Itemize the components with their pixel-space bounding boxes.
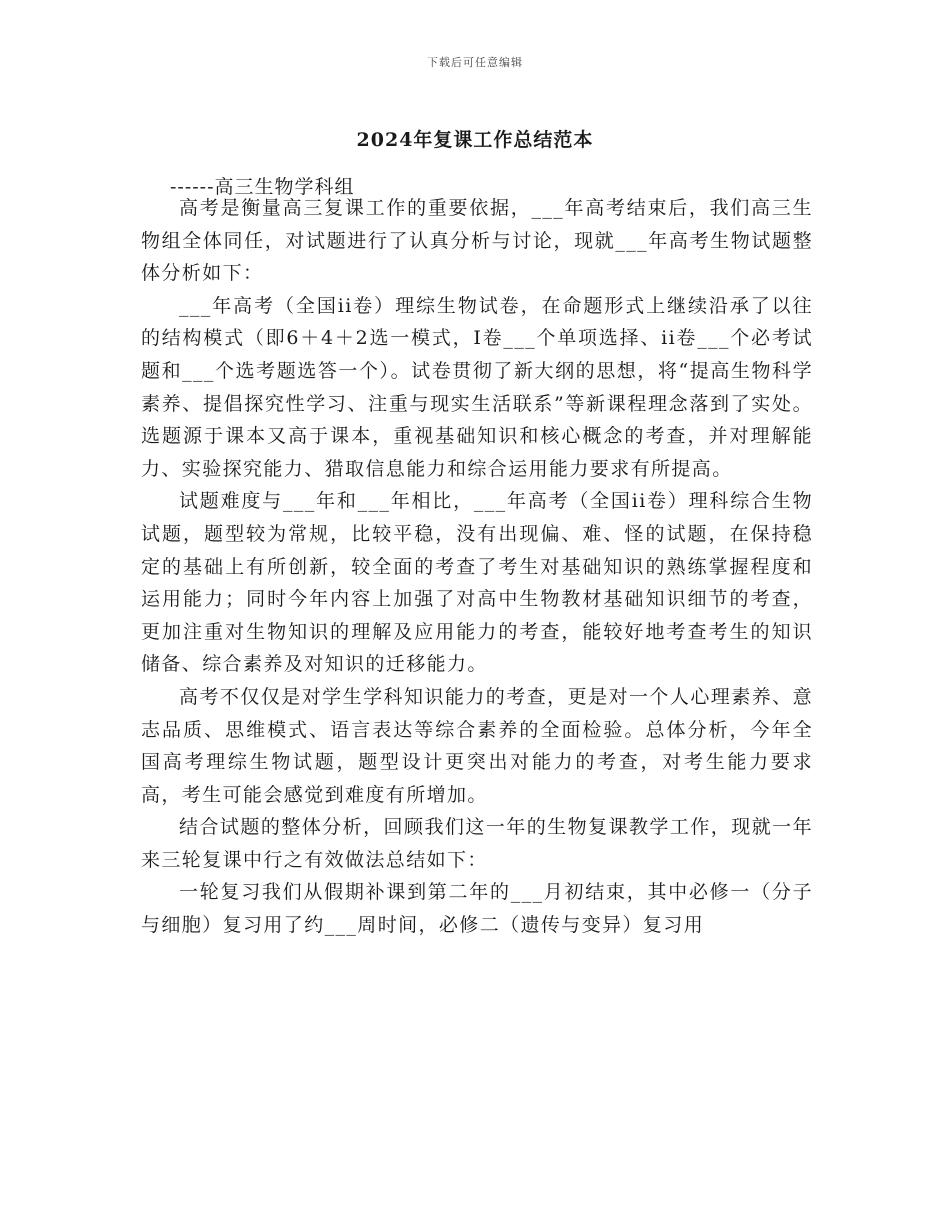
paragraph-first-round: 一轮复习我们从假期补课到第二年的___月初结束，其中必修一（分子与细胞）复习用了约___周时间，必修二（遗传与变异）复习用 bbox=[141, 881, 813, 937]
paragraph-summary-intro: 结合试题的整体分析，回顾我们这一年的生物复课教学工作，现就一年来三轮复课中行之有效做法总结如下： bbox=[141, 816, 813, 871]
document-body bbox=[141, 192, 813, 942]
document-subtitle: ------高三生物学科组 bbox=[170, 176, 355, 198]
paragraph-overall-analysis: 高考不仅仅是对学生学科知识能力的考查，更是对一个人心理素养、意志品质、思维模式、语言表达等综合素养的全面检验。总体分析，今年全国高考理综生物试题，题型设计更突出对能力的考查，对考生能力要求高，考生可能会感觉到难度有所增加。 bbox=[141, 685, 813, 806]
document-title: 2024年复课工作总结范本 bbox=[356, 129, 594, 151]
paragraph-exam-importance: 高考是衡量高三复课工作的重要依据，___年高考结束后，我们高三生物组全体同任，对试题进行了认真分析与讨论，现就___年高考生物试题整体分析如下： bbox=[141, 197, 813, 285]
paragraph-difficulty: 试题难度与___年和___年相比，___年高考（全国ii卷）理科综合生物试题，题型较为常规，比较平稳，没有出现偏、难、怪的试题，在保持稳定的基础上有所创新，较全面的考查了考生对基础知识的熟练掌握程度和运用能力；同时今年内容上加强了对高中生物教材基础知识细节的考查，更加注重对生物知识的理解及应用能力的考查，能较好地考查考生的知识储备、综合素养及对知识的迁移能力。 bbox=[141, 490, 813, 676]
page-header-note: 下载后可任意编辑 bbox=[427, 56, 523, 69]
paragraph-paper-structure: ___年高考（全国ii卷）理综生物试卷，在命题形式上继续沿承了以往的结构模式（即6＋4＋2选一模式，Ⅰ卷___个单项选择、ii卷___个必考试题和___个选考题选答一个）。试卷贯彻了新大纲的思想，将“提高生物科学素养、提倡探究性学习、注重与现实生活联系”等新课程理念落到了实处。选题源于课本又高于课本，重视基础知识和核心概念的考查，并对理解能力、实验探究能力、猎取信息能力和综合运用能力要求有所提高。 bbox=[141, 294, 813, 480]
